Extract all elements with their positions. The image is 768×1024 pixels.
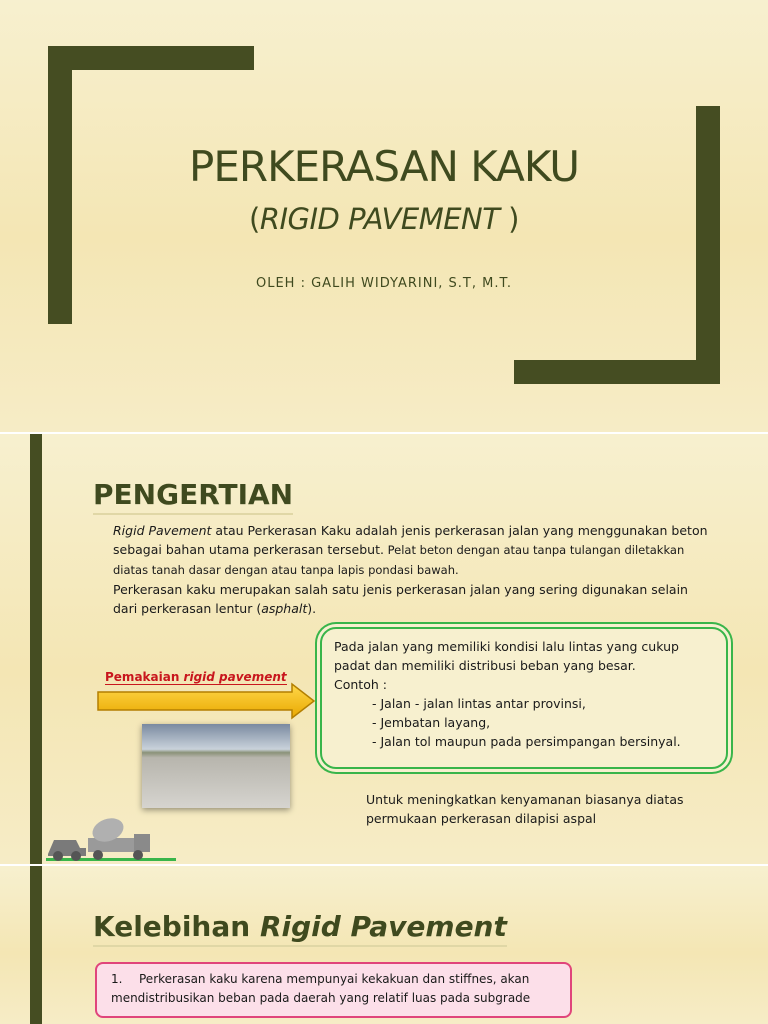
note-text: Untuk meningkatkan kenyamanan biasanya diatas permukaan perkerasan dilapisi aspal xyxy=(366,792,684,826)
frame-bar-bottom-right-h xyxy=(514,360,720,384)
definition-slide xyxy=(0,434,768,864)
side-bar xyxy=(30,434,42,864)
advantage-text: Perkerasan kaku karena mempunyai kekakuan dan stiffnes, akan mendistribusikan beban pada daerah yang relatif luas pada subgrade xyxy=(111,972,531,1005)
list-item: - Jalan tol maupun pada persimpangan bersinyal. xyxy=(372,734,681,749)
page-title: PERKERASAN KAKU xyxy=(189,142,579,191)
advantages-slide xyxy=(0,866,768,1024)
example-label: Contoh : xyxy=(334,677,387,692)
usage-description: Pada jalan yang memiliki kondisi lalu lintas yang cukup padat dan memiliki distribusi beban yang besar. xyxy=(334,639,679,673)
advantage-box xyxy=(95,962,572,1018)
arrow-right-icon xyxy=(96,682,316,720)
author-line: OLEH : GALIH WIDYARINI, S.T, M.T. xyxy=(255,276,513,291)
item-number: 1. xyxy=(111,972,123,986)
side-bar xyxy=(30,866,42,1024)
road-photo xyxy=(142,724,290,808)
usage-label: Pemakaian rigid pavement xyxy=(105,670,287,684)
truck-icon xyxy=(46,814,176,864)
frame-bar-top-left-h xyxy=(48,46,254,70)
definition-paragraph: Rigid Pavement atau Perkerasan Kaku adalah jenis perkerasan jalan yang menggunakan beton sebagai bahan utama perkerasan tersebut. Pelat beton dengan atau tanpa tulangan diletakkan diatas tanah dasar dengan atau tanpa lapis pondasi bawah. Perkerasan kaku merupakan salah satu jenis perkerasan jalan yang sering digunakan selain dari perkerasan lentur (asphalt). xyxy=(113,523,708,616)
title-slide xyxy=(0,0,768,432)
section-heading: Kelebihan Rigid Pavement xyxy=(93,910,507,947)
page-subtitle: (RIGID PAVEMENT ) xyxy=(248,202,519,236)
usage-box xyxy=(320,627,728,769)
list-item: - Jembatan layang, xyxy=(372,715,491,730)
section-heading: PENGERTIAN xyxy=(93,478,293,515)
list-item: - Jalan - jalan lintas antar provinsi, xyxy=(372,696,586,711)
